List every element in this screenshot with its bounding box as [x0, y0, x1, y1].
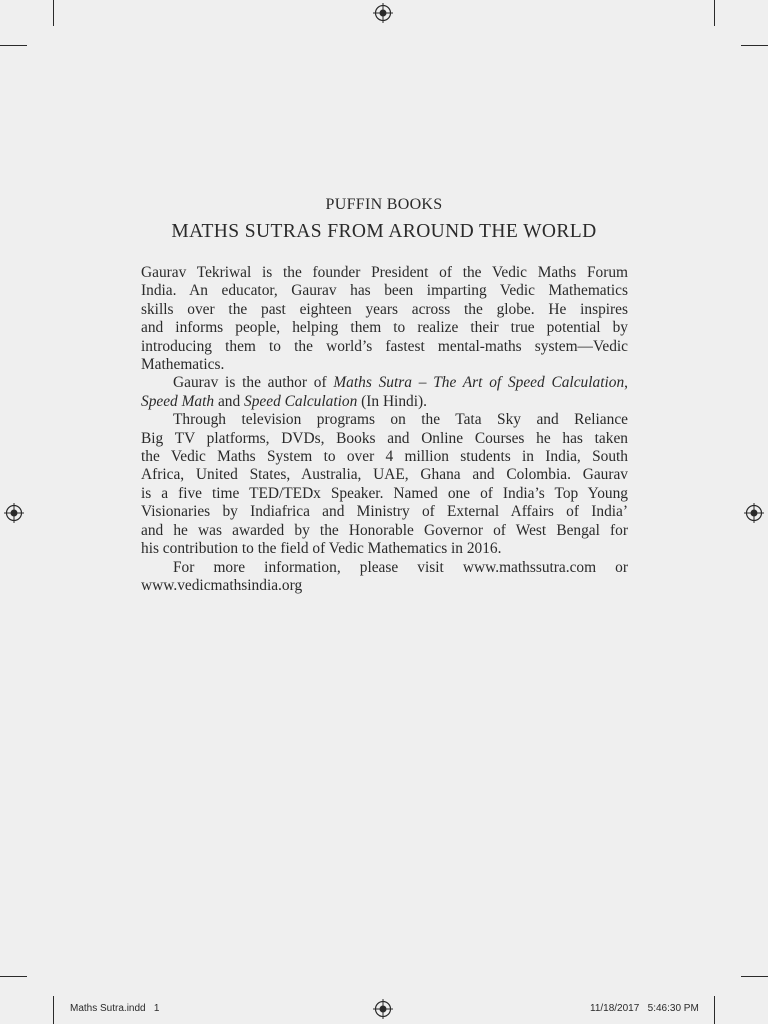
author-bio: [141, 264, 628, 595]
registration-mark-icon: [373, 999, 393, 1019]
bio-line: and he was awarded by the Honorable Governor of West Bengal for: [141, 521, 628, 539]
registration-mark-icon: [373, 3, 393, 23]
bio-text: Gaurav is the author of: [173, 374, 334, 392]
book-title-speed-calculation: Speed Calculation: [244, 392, 358, 410]
bio-text: and: [214, 392, 245, 410]
bio-text: ,: [624, 374, 628, 392]
crop-mark-bottom-right-horizontal: [741, 976, 768, 977]
bio-line: Africa, United States, Australia, UAE, Ghana and Colombia. Gaurav: [141, 466, 628, 484]
bio-paragraph-3: [141, 411, 628, 558]
bio-line: Big TV platforms, DVDs, Books and Online Courses he has taken: [141, 429, 628, 447]
bio-line: skills over the past eighteen years across the globe. He inspires: [141, 300, 628, 318]
bio-line: www.vedicmathsindia.org: [141, 576, 303, 594]
bio-line: Mathematics.: [141, 356, 225, 374]
bio-paragraph-1: [141, 264, 628, 374]
bio-line: introducing them to the world’s fastest mental-maths system—Vedic: [141, 337, 628, 355]
bio-line: Through television programs on the Tata Sky and Reliance: [173, 411, 628, 429]
book-title-speed-math: Speed Math: [141, 392, 215, 410]
registration-mark-icon: [744, 503, 764, 523]
crop-mark-bottom-left-horizontal: [0, 976, 27, 977]
book-title: MATHS SUTRAS FROM AROUND THE WORLD: [171, 221, 597, 242]
bio-line: and informs people, helping them to realize their true potential by: [141, 319, 628, 337]
slug-filename: Maths Sutra.indd 1: [70, 1003, 160, 1014]
bio-paragraph-4: [141, 559, 628, 596]
bio-line: the Vedic Maths System to over 4 million students in India, South: [141, 448, 628, 466]
bio-text: (In Hindi).: [357, 392, 427, 410]
crop-mark-top-left-vertical: [53, 0, 54, 26]
crop-mark-top-left-horizontal: [0, 45, 27, 46]
crop-mark-top-right-horizontal: [741, 45, 768, 46]
bio-line: Gaurav Tekriwal is the founder President of the Vedic Maths Forum: [141, 264, 628, 281]
bio-paragraph-2: [141, 374, 628, 411]
bio-line: is a five time TED/TEDx Speaker. Named one of India’s Top Young: [141, 484, 628, 502]
publisher-name: PUFFIN BOOKS: [325, 196, 443, 213]
book-title-maths-sutra: Maths Sutra – The Art of Speed Calculation: [333, 374, 625, 392]
bio-line: For more information, please visit www.mathssutra.com or: [173, 558, 628, 576]
crop-mark-top-right-vertical: [714, 0, 715, 26]
registration-mark-icon: [4, 503, 24, 523]
slug-timestamp: 11/18/2017 5:46:30 PM: [590, 1003, 699, 1014]
bio-line: Visionaries by Indiafrica and Ministry of External Affairs of India’: [141, 503, 628, 521]
bio-line: his contribution to the field of Vedic Mathematics in 2016.: [141, 540, 502, 558]
crop-mark-bottom-right-vertical: [714, 996, 715, 1024]
bio-line: India. An educator, Gaurav has been imparting Vedic Mathematics: [141, 282, 628, 300]
crop-mark-bottom-left-vertical: [53, 996, 54, 1024]
